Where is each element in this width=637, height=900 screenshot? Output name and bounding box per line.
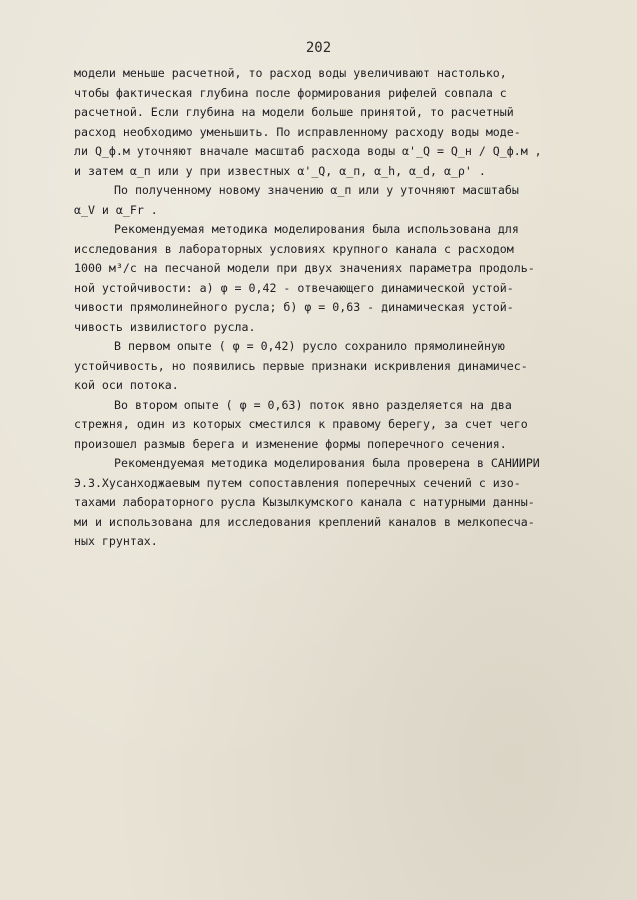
text-line: Рекомендуемая методика моделирования была использована для xyxy=(114,222,519,236)
text-line: исследования в лабораторных условиях крупного канала с расходом xyxy=(74,241,514,256)
text-line: Во втором опыте ( φ = 0,63) поток явно разделяется на два xyxy=(114,397,512,412)
text-line: чтобы фактическая глубина после формирования рифелей совпала с xyxy=(74,85,507,100)
text-line: тахами лабораторного русла Кызылкумского канала с натурными данны- xyxy=(74,495,535,509)
paragraph-3 xyxy=(74,220,594,337)
text-line: Рекомендуемая методика моделирования была проверена в САНИИРИ xyxy=(114,456,540,470)
paragraph-1 xyxy=(74,64,594,181)
page-number: 202 xyxy=(305,40,332,56)
text-line: ных грунтах. xyxy=(74,534,158,548)
paragraph-2 xyxy=(74,181,594,220)
text-line: модели меньше расчетной, то расход воды увеличивают настолько, xyxy=(74,66,507,80)
text-line: 1000 м³/с на песчаной модели при двух значениях параметра продоль- xyxy=(74,261,535,275)
text-line: кой оси потока. xyxy=(74,378,179,392)
text-line: α_V и α_Fr . xyxy=(74,202,158,217)
paragraph-5 xyxy=(74,396,594,455)
text-line: расчетной. Если глубина на модели больше принятой, то расчетный xyxy=(74,105,514,119)
text-line: чивость извилистого русла. xyxy=(74,319,256,334)
text-line: ми и использована для исследования креплений каналов в мелкопесча- xyxy=(74,514,535,529)
text-line: ли Q_ф.м уточняют вначале масштаб расхода воды α'_Q = Q_н / Q_ф.м , xyxy=(74,144,542,158)
paragraph-4 xyxy=(74,337,594,396)
text-line: и затем α_п или y при известных α'_Q, α_п, α_h, α_d, α_ρ' . xyxy=(74,163,486,178)
text-line: В первом опыте ( φ = 0,42) русло сохранило прямолинейную xyxy=(114,339,505,353)
text-line: чивости прямолинейного русла; б) φ = 0,63 - динамическая устой- xyxy=(74,300,514,314)
text-line: ной устойчивости: а) φ = 0,42 - отвечающего динамической устой- xyxy=(74,280,514,295)
text-line: Э.З.Хусанходжаевым путем сопоставления поперечных сечений с изо- xyxy=(74,475,521,490)
paragraph-6 xyxy=(74,454,594,552)
text-line: По полученному новому значению α_п или y уточняют масштабы xyxy=(114,183,519,197)
text-line: произошел размыв берега и изменение формы поперечного сечения. xyxy=(74,436,507,451)
body-text xyxy=(74,64,594,552)
text-line: расход необходимо уменьшить. По исправленному расходу воды моде- xyxy=(74,124,521,139)
text-line: устойчивость, но появились первые признаки искривления динамичес- xyxy=(74,358,528,373)
text-line: стрежня, один из которых сместился к правому берегу, за счет чего xyxy=(74,417,528,431)
